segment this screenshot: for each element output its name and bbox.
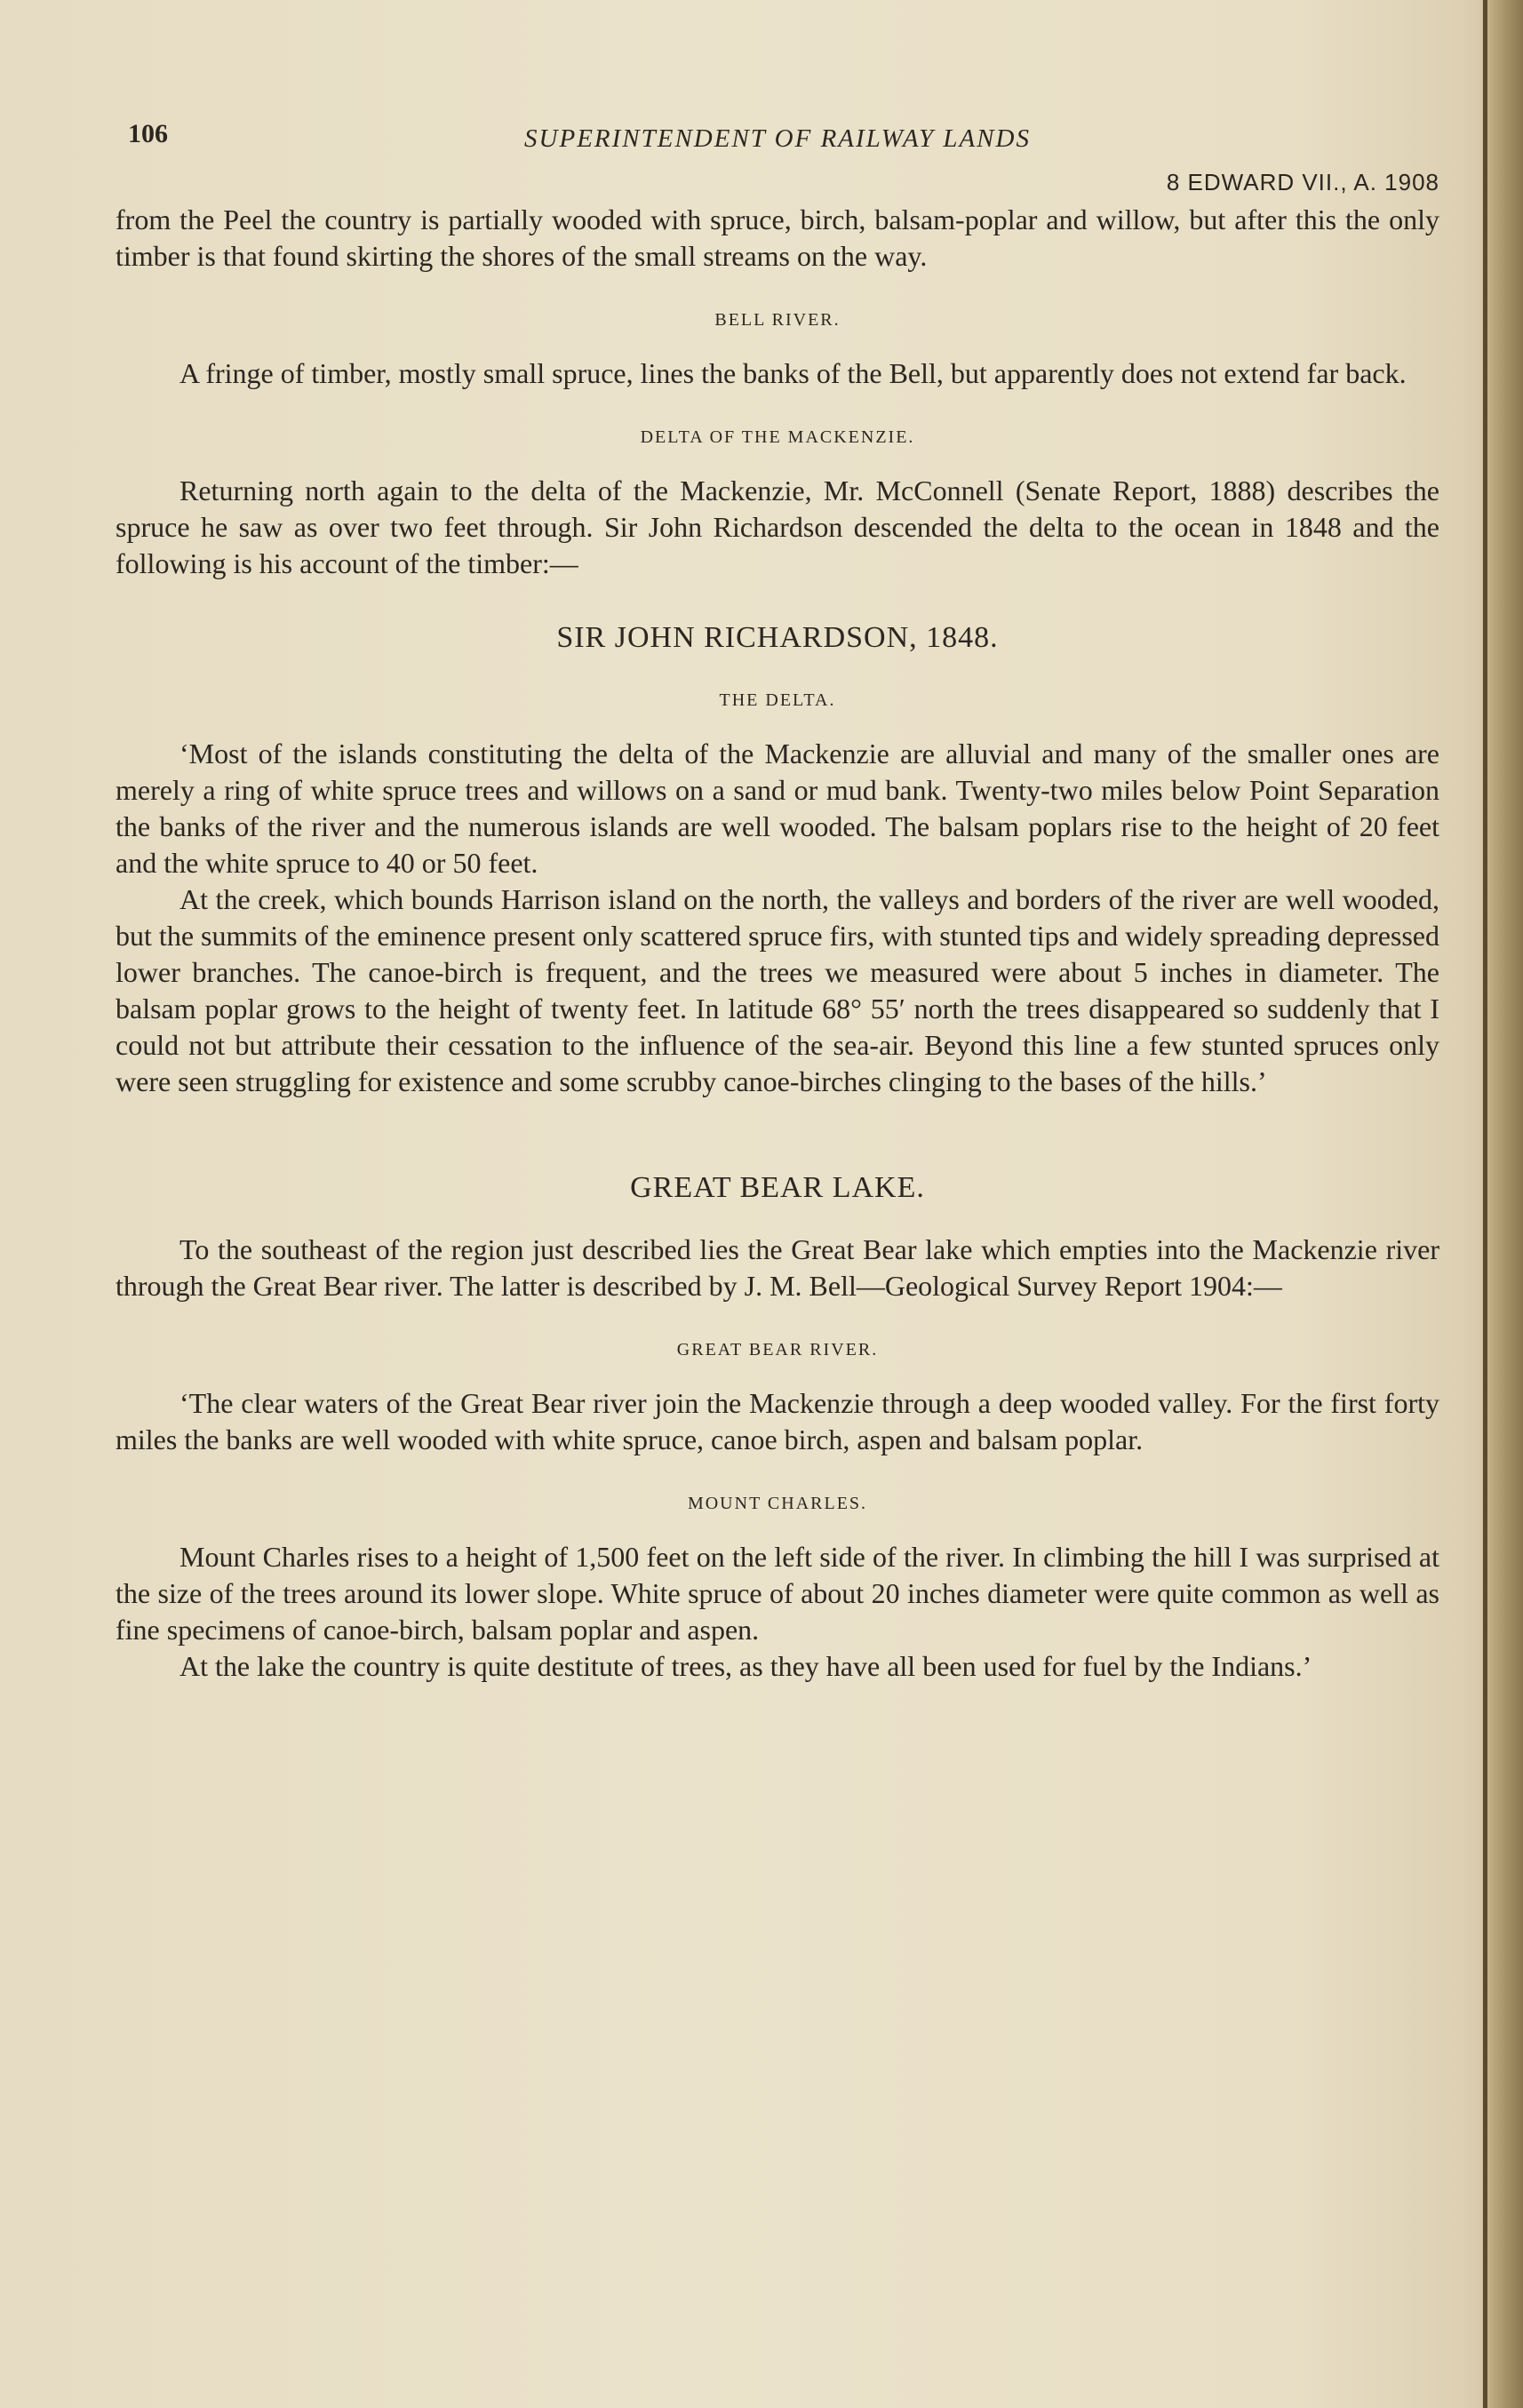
page-gutter-line: [1483, 0, 1487, 2408]
richardson-heading: SIR JOHN RICHARDSON, 1848.: [556, 621, 999, 654]
great-bear-lake-heading: GREAT BEAR LAKE.: [630, 1171, 925, 1204]
the-delta-paragraph-1: ‘Most of the islands constituting the delta of the Mackenzie are alluvial and many of the smaller ones are merely a ring of white spruce trees and willows on a sand or mud bank. Twenty-two miles below Point Separation the banks of the river and the numerous islands are well wooded. The balsam poplars rise to the height of 20 feet and the white spruce to 40 or 50 feet.: [116, 738, 1439, 879]
book-spine: [1482, 0, 1523, 2408]
great-bear-river-heading: GREAT BEAR RIVER.: [676, 1340, 879, 1359]
great-bear-lake-paragraph: To the southeast of the region just described lies the Great Bear lake which empties into the Mackenzie river through the Great Bear river. The latter is described by J. M. Bell—Geological Survey Report 1904:—: [116, 1233, 1439, 1302]
delta-paragraph: Returning north again to the delta of the Mackenzie, Mr. McConnell (Senate Report, 1888) describes the spruce he saw as over two feet through. Sir John Richardson descended the delta to the ocean in 1848 and the following is his account of the timber:—: [116, 474, 1439, 579]
great-bear-river-paragraph: ‘The clear waters of the Great Bear river join the Mackenzie through a deep wooded valley. For the first forty miles the banks are well wooded with white spruce, canoe birch, aspen and balsam poplar.: [116, 1387, 1439, 1455]
mount-charles-heading: MOUNT CHARLES.: [687, 1494, 868, 1513]
session-label: 8 EDWARD VII., A. 1908: [1166, 169, 1439, 195]
mount-charles-paragraph-2: At the lake the country is quite destitute of trees, as they have all been used for fuel by the Indians.’: [179, 1650, 1312, 1682]
bell-river-paragraph: A fringe of timber, mostly small spruce, lines the banks of the Bell, but apparently does not extend far back.: [179, 357, 1407, 389]
mount-charles-paragraph-1: Mount Charles rises to a height of 1,500 feet on the left side of the river. In climbing the hill I was surprised at the size of the trees around its lower slope. White spruce of about 20 inches diameter were quite common as well as fine specimens of canoe-birch, balsam poplar and aspen.: [116, 1541, 1439, 1646]
page-content: [116, 107, 1439, 1685]
the-delta-heading: THE DELTA.: [719, 690, 836, 710]
delta-heading: DELTA OF THE MACKENZIE.: [640, 427, 915, 447]
bell-river-heading: BELL RIVER.: [714, 310, 841, 330]
running-head: [116, 107, 1439, 160]
running-title: SUPERINTENDENT OF RAILWAY LANDS: [524, 124, 1031, 153]
intro-paragraph: from the Peel the country is partially wooded with spruce, birch, balsam-poplar and willow, but after this the only timber is that found skirting the shores of the small streams on the way.: [116, 203, 1439, 272]
the-delta-paragraph-2: At the creek, which bounds Harrison island on the north, the valleys and borders of the river are well wooded, but the summits of the eminence present only scattered spruce firs, with stunted tips and widely spreading depressed lower branches. The canoe-birch is frequent, and the trees we measured were about 5 inches in diameter. The balsam poplar grows to the height of twenty feet. In latitude 68° 55′ north the trees disappeared so suddenly that I could not but attribute their cessation to the influence of the sea-air. Beyond this line a few stunted spruces only were seen struggling for existence and some scrubby canoe-birches clinging to the bases of the hills.’: [116, 883, 1439, 1097]
page-number: 106: [128, 119, 168, 148]
